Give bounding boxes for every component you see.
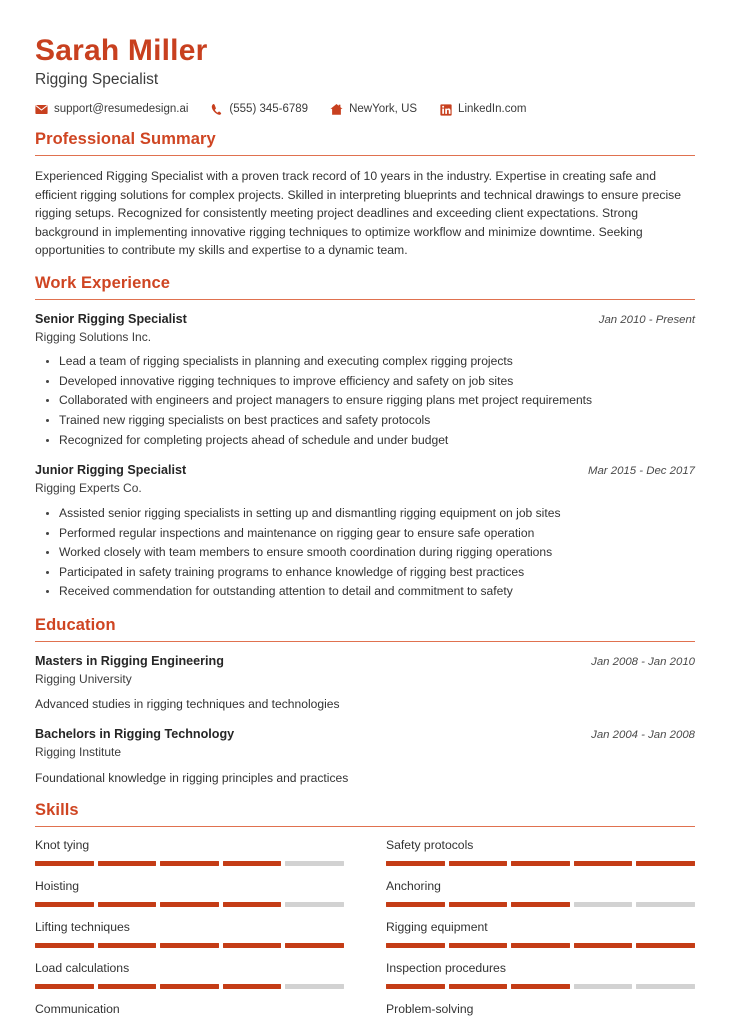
job-responsibility-item: Performed regular inspections and maintenance on rigging gear to ensure safe operation xyxy=(59,524,695,544)
skill-level-segment xyxy=(636,861,695,866)
section-education xyxy=(35,616,695,787)
phone-icon xyxy=(210,103,223,116)
professional-summary-text: Experienced Rigging Specialist with a proven track record of 10 years in the industry. Expertise in creating safe and efficient rigging solutions for complex projects. Skilled in interpreting blueprints and technical drawings to ensure precise rigging setups. Recognized for consistently meeting project deadlines and exceeding client expectations. Strong background in implementing innovative rigging techniques to optimize workflow and minimize downtime. Seeking opportunities to contribute my skills and expertise to a dynamic team. xyxy=(35,168,682,258)
job-responsibility-item: Participated in safety training programs to enhance knowledge of rigging best practices xyxy=(59,563,695,583)
skill-item xyxy=(386,1002,695,1024)
section-title-professional-summary: Professional Summary xyxy=(35,130,216,149)
skills-grid xyxy=(35,838,695,1024)
skill-level-segment xyxy=(285,861,344,866)
skill-level-segment xyxy=(511,984,570,989)
job-date-range: Mar 2015 - Dec 2017 xyxy=(587,465,695,478)
section-divider xyxy=(35,299,695,300)
skill-item xyxy=(386,879,695,907)
contact-location[interactable] xyxy=(330,103,417,116)
skill-level-bar xyxy=(386,902,695,907)
section-divider xyxy=(35,155,695,156)
contact-phone-text: (555) 345-6789 xyxy=(229,102,309,115)
contact-row xyxy=(35,103,695,116)
skill-level-segment xyxy=(160,861,219,866)
skill-level-segment xyxy=(98,902,157,907)
job-responsibility-list xyxy=(35,352,695,450)
skill-name: Inspection procedures xyxy=(386,960,506,975)
degree-title: Masters in Rigging Engineering xyxy=(35,653,224,668)
company-name: Rigging Experts Co. xyxy=(35,481,142,496)
skill-level-segment xyxy=(511,902,570,907)
job-responsibility-item: Lead a team of rigging specialists in planning and executing complex rigging projects xyxy=(59,352,695,372)
skill-level-segment xyxy=(386,943,445,948)
section-title-education: Education xyxy=(35,615,116,634)
school-name: Rigging Institute xyxy=(35,745,122,760)
skill-name: Rigging equipment xyxy=(386,919,488,934)
entry-header xyxy=(35,726,695,743)
education-date-range: Jan 2008 - Jan 2010 xyxy=(591,655,695,668)
section-work-experience xyxy=(35,274,695,602)
section-title-skills: Skills xyxy=(35,801,79,820)
resume-header xyxy=(35,34,695,116)
skill-level-segment xyxy=(223,943,282,948)
job-responsibility-item: Recognized for completing projects ahead of schedule and under budget xyxy=(59,431,695,451)
skill-level-segment xyxy=(449,943,508,948)
skill-level-bar xyxy=(35,902,344,907)
skill-name: Lifting techniques xyxy=(35,919,130,934)
skill-item xyxy=(35,1002,344,1024)
skill-level-bar xyxy=(386,861,695,866)
section-divider xyxy=(35,826,695,827)
degree-title: Bachelors in Rigging Technology xyxy=(35,727,235,742)
job-responsibility-item: Assisted senior rigging specialists in setting up and dismantling rigging equipment on job sites xyxy=(59,504,695,524)
skill-name: Communication xyxy=(35,1001,120,1016)
job-responsibility-item: Developed innovative rigging techniques to improve efficiency and safety on job sites xyxy=(59,372,695,392)
work-experience-entry xyxy=(35,462,695,602)
skill-name: Hoisting xyxy=(35,879,80,893)
entry-header xyxy=(35,653,695,670)
contact-linkedin-text: LinkedIn.com xyxy=(458,102,527,115)
skill-name: Knot tying xyxy=(35,838,90,853)
skill-level-segment xyxy=(98,943,157,948)
skill-level-segment xyxy=(160,984,219,989)
skill-item xyxy=(35,838,344,866)
skill-name: Anchoring xyxy=(386,879,441,893)
skill-name: Safety protocols xyxy=(386,838,474,853)
skill-level-segment xyxy=(285,984,344,989)
skill-level-bar xyxy=(35,943,344,948)
entry-header xyxy=(35,311,695,328)
skill-level-segment xyxy=(98,984,157,989)
skill-level-segment xyxy=(386,902,445,907)
job-responsibility-list xyxy=(35,504,695,602)
skill-level-segment xyxy=(35,902,94,907)
skill-level-segment xyxy=(98,861,157,866)
contact-email[interactable] xyxy=(35,103,188,116)
education-description: Advanced studies in rigging techniques and technologies xyxy=(35,697,340,712)
job-responsibility-item: Trained new rigging specialists on best practices and safety protocols xyxy=(59,411,695,431)
education-description: Foundational knowledge in rigging principles and practices xyxy=(35,770,349,785)
entry-header xyxy=(35,462,695,479)
work-experience-list xyxy=(35,311,695,602)
work-experience-entry xyxy=(35,311,695,451)
skill-item xyxy=(386,961,695,989)
job-responsibility-item: Received commendation for outstanding attention to detail and commitment to safety xyxy=(59,582,695,602)
school-name: Rigging University xyxy=(35,671,132,686)
candidate-name: Sarah Miller xyxy=(35,34,208,67)
section-skills xyxy=(35,801,695,1024)
skill-level-segment xyxy=(35,984,94,989)
candidate-job-title: Rigging Specialist xyxy=(35,70,159,88)
skill-level-bar xyxy=(35,861,344,866)
skill-name: Load calculations xyxy=(35,960,130,975)
skill-level-segment xyxy=(636,984,695,989)
education-date-range: Jan 2004 - Jan 2008 xyxy=(591,729,695,742)
skill-item xyxy=(35,920,344,948)
job-responsibility-item: Worked closely with team members to ensure smooth coordination during rigging operations xyxy=(59,543,695,563)
skill-level-segment xyxy=(223,902,282,907)
skill-item xyxy=(386,920,695,948)
skill-level-segment xyxy=(449,984,508,989)
skill-level-segment xyxy=(35,861,94,866)
skill-level-segment xyxy=(449,861,508,866)
skill-level-segment xyxy=(386,984,445,989)
job-position: Senior Rigging Specialist xyxy=(35,311,187,326)
section-professional-summary xyxy=(35,130,695,260)
skill-level-segment xyxy=(223,861,282,866)
section-title-work-experience: Work Experience xyxy=(35,273,171,292)
skill-level-segment xyxy=(223,984,282,989)
skill-level-segment xyxy=(285,902,344,907)
skill-level-segment xyxy=(574,943,633,948)
home-icon xyxy=(330,103,343,116)
skill-level-bar xyxy=(35,984,344,989)
skill-level-segment xyxy=(386,861,445,866)
company-name: Rigging Solutions Inc. xyxy=(35,329,152,344)
contact-phone[interactable] xyxy=(210,103,308,116)
linkedin-icon xyxy=(439,103,452,116)
job-position: Junior Rigging Specialist xyxy=(35,463,187,478)
skill-level-segment xyxy=(35,943,94,948)
skill-level-segment xyxy=(285,943,344,948)
skill-item xyxy=(35,961,344,989)
skill-level-segment xyxy=(574,902,633,907)
education-entry xyxy=(35,653,695,714)
skill-level-segment xyxy=(574,984,633,989)
education-entry xyxy=(35,726,695,787)
skill-name: Problem-solving xyxy=(386,1001,474,1016)
skill-level-segment xyxy=(636,943,695,948)
skill-level-segment xyxy=(636,902,695,907)
skill-level-segment xyxy=(511,943,570,948)
education-list xyxy=(35,653,695,788)
contact-location-text: NewYork, US xyxy=(349,102,418,115)
job-responsibility-item: Collaborated with engineers and project managers to ensure rigging plans met project requirements xyxy=(59,391,695,411)
skill-item xyxy=(35,879,344,907)
skill-level-segment xyxy=(574,861,633,866)
skill-level-segment xyxy=(511,861,570,866)
skill-level-segment xyxy=(160,902,219,907)
job-date-range: Jan 2010 - Present xyxy=(598,313,695,326)
skill-level-bar xyxy=(386,984,695,989)
section-divider xyxy=(35,641,695,642)
skill-level-bar xyxy=(386,943,695,948)
contact-linkedin[interactable] xyxy=(439,103,526,116)
contact-email-text: support@resumedesign.ai xyxy=(54,102,189,115)
skill-item xyxy=(386,838,695,866)
skill-level-segment xyxy=(160,943,219,948)
skill-level-segment xyxy=(449,902,508,907)
envelope-icon xyxy=(35,103,48,116)
